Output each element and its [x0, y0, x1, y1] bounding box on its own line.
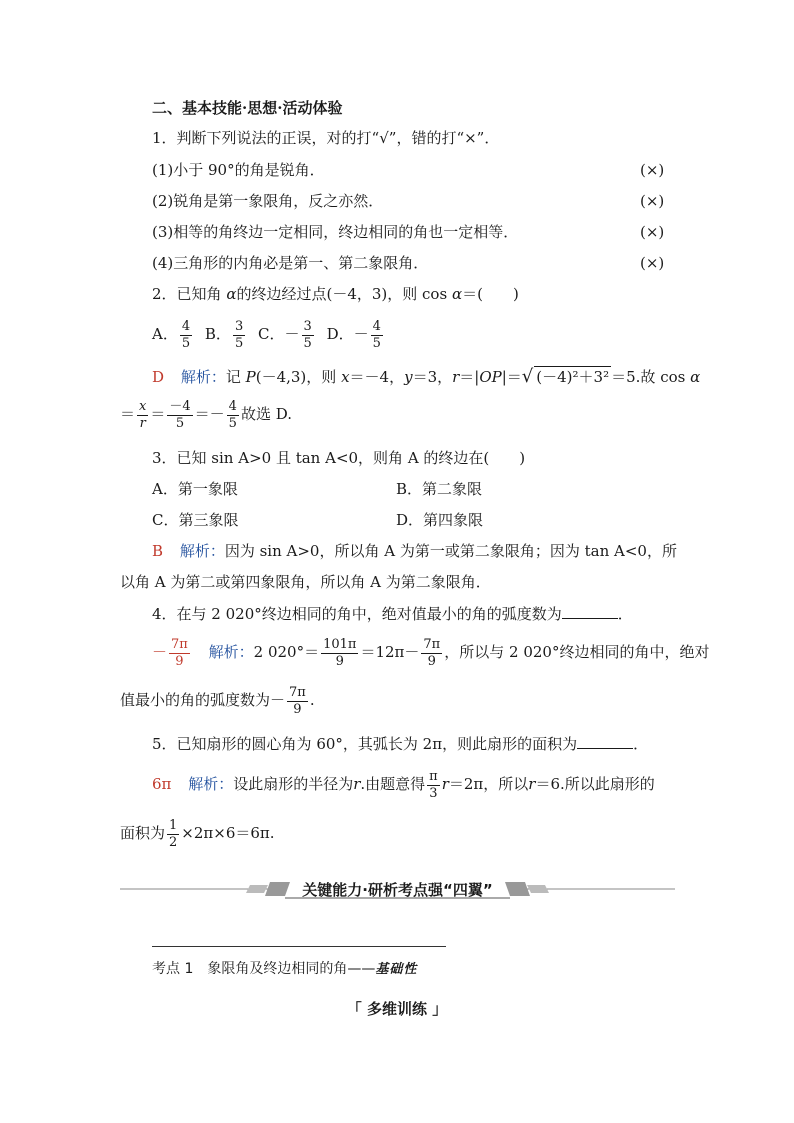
q1-item-2: (2)锐角是第一象限角，反之亦然． — [152, 192, 384, 210]
q1-mark-3: (×) — [640, 223, 665, 241]
q2-option-c: C．－ $\frac{3}{5}$ — [258, 318, 312, 351]
q5-stem: 5．已知扇形的圆心角为 60°，其弧长为 2π，则此扇形的面积为 ． — [152, 735, 649, 753]
q2-answer: D — [152, 368, 165, 386]
q2-alpha-2: α — [451, 285, 463, 303]
q3-stem: 3．已知 sin A>0 且 tan A<0，则角 A 的终边在( ) — [152, 449, 526, 467]
q2-option-a: A． $\frac{4}{5}$ — [152, 318, 191, 351]
q2-options — [152, 316, 385, 352]
q1-mark-1: (×) — [640, 161, 665, 179]
q2-solution-line-2: ＝ $\frac{x}{r}$ ＝ $\frac{-4}{5}$ ＝－ $\frac{4}{5}$ 故选 D. — [120, 398, 292, 431]
q3-solution-line-1: B 解析：因为 sin A>0，所以角 A 为第一或第二象限角；因为 tan A<0，所 — [152, 542, 677, 560]
q2-stem — [152, 284, 519, 304]
q5-solution-line-1: 6π 解析：设此扇形的半径为r.由题意得 $\frac{\pi}{3}$ r＝2π，所以r＝6.所以此扇形的 — [152, 768, 655, 801]
section-title: 二、基本技能·思想·活动体验 — [152, 99, 343, 117]
q2-solution-line-1: D 解析：记 P(－4,3)，则 x＝－4，y＝3，r＝|OP|＝√ (－4)²＋3² ＝5.故 cos α — [152, 366, 701, 387]
q1-item-3: (3)相等的角终边一定相同，终边相同的角也一定相等． — [152, 223, 519, 241]
q4-solution-line-2: 值最小的角的弧度数为－ $\frac{7\pi}{9}$ . — [120, 684, 315, 717]
q2-stem-a: 2．已知角 — [152, 285, 222, 303]
q5-answer: 6π — [152, 775, 172, 793]
q1-stem: 1．判断下列说法的正误，对的打“√”，错的打“×”． — [152, 129, 500, 147]
q2-option-d: D．－ $\frac{4}{5}$ — [326, 318, 381, 351]
banner-title: 关键能力·研析考点强“四翼” — [302, 881, 493, 899]
q3-option-a: A．第一象限 — [152, 480, 238, 498]
q3-answer: B — [152, 542, 164, 560]
q3-option-c: C．第三象限 — [152, 511, 239, 529]
q2-option-b: B． $\frac{3}{5}$ — [204, 318, 244, 351]
q3-solution-line-2: 以角 A 为第二或第四象限角，所以角 A 为第二象限角． — [120, 573, 491, 591]
q5-blank — [577, 734, 633, 749]
q4-answer: － $\frac{7\pi}{9}$ — [152, 636, 188, 669]
q2-solution-label: 解析： — [180, 368, 226, 386]
q2-alpha: α — [226, 285, 237, 303]
topic-tag: 基础性 — [375, 962, 418, 977]
q2-stem-c: ＝( ) — [462, 285, 519, 303]
q1-item-1: (1)小于 90°的角是锐角． — [152, 161, 325, 179]
q4-blank — [562, 604, 618, 619]
q1-mark-2: (×) — [640, 192, 665, 210]
topic-heading: 考点 1 象限角及终边相同的角——基础性 — [152, 961, 418, 977]
q3-option-b: B．第二象限 — [396, 480, 483, 498]
q4-solution-line-1: － $\frac{7\pi}{9}$ 解析：2 020°＝ $\frac{101\pi}{9}$ ＝12π－ $\frac{7\pi}{9}$ ，所以与 2 020°终边相同的角中，绝对 — [152, 636, 710, 669]
q3-option-d: D．第四象限 — [396, 511, 484, 529]
training-heading: 「 多维训练 」 — [346, 1000, 448, 1018]
q4-stem: 4．在与 2 020°终边相同的角中，绝对值最小的角的弧度数为 ． — [152, 605, 633, 623]
q1-item-4: (4)三角形的内角必是第一、第二象限角． — [152, 254, 429, 272]
q2-stem-b: 的终边经过点(－4，3)，则 cos — [236, 285, 448, 303]
q1-mark-4: (×) — [640, 254, 665, 272]
section-banner — [120, 876, 675, 906]
q5-solution-line-2: 面积为 $\frac{1}{2}$ ×2π×6＝6π. — [120, 817, 275, 850]
divider — [152, 946, 446, 947]
